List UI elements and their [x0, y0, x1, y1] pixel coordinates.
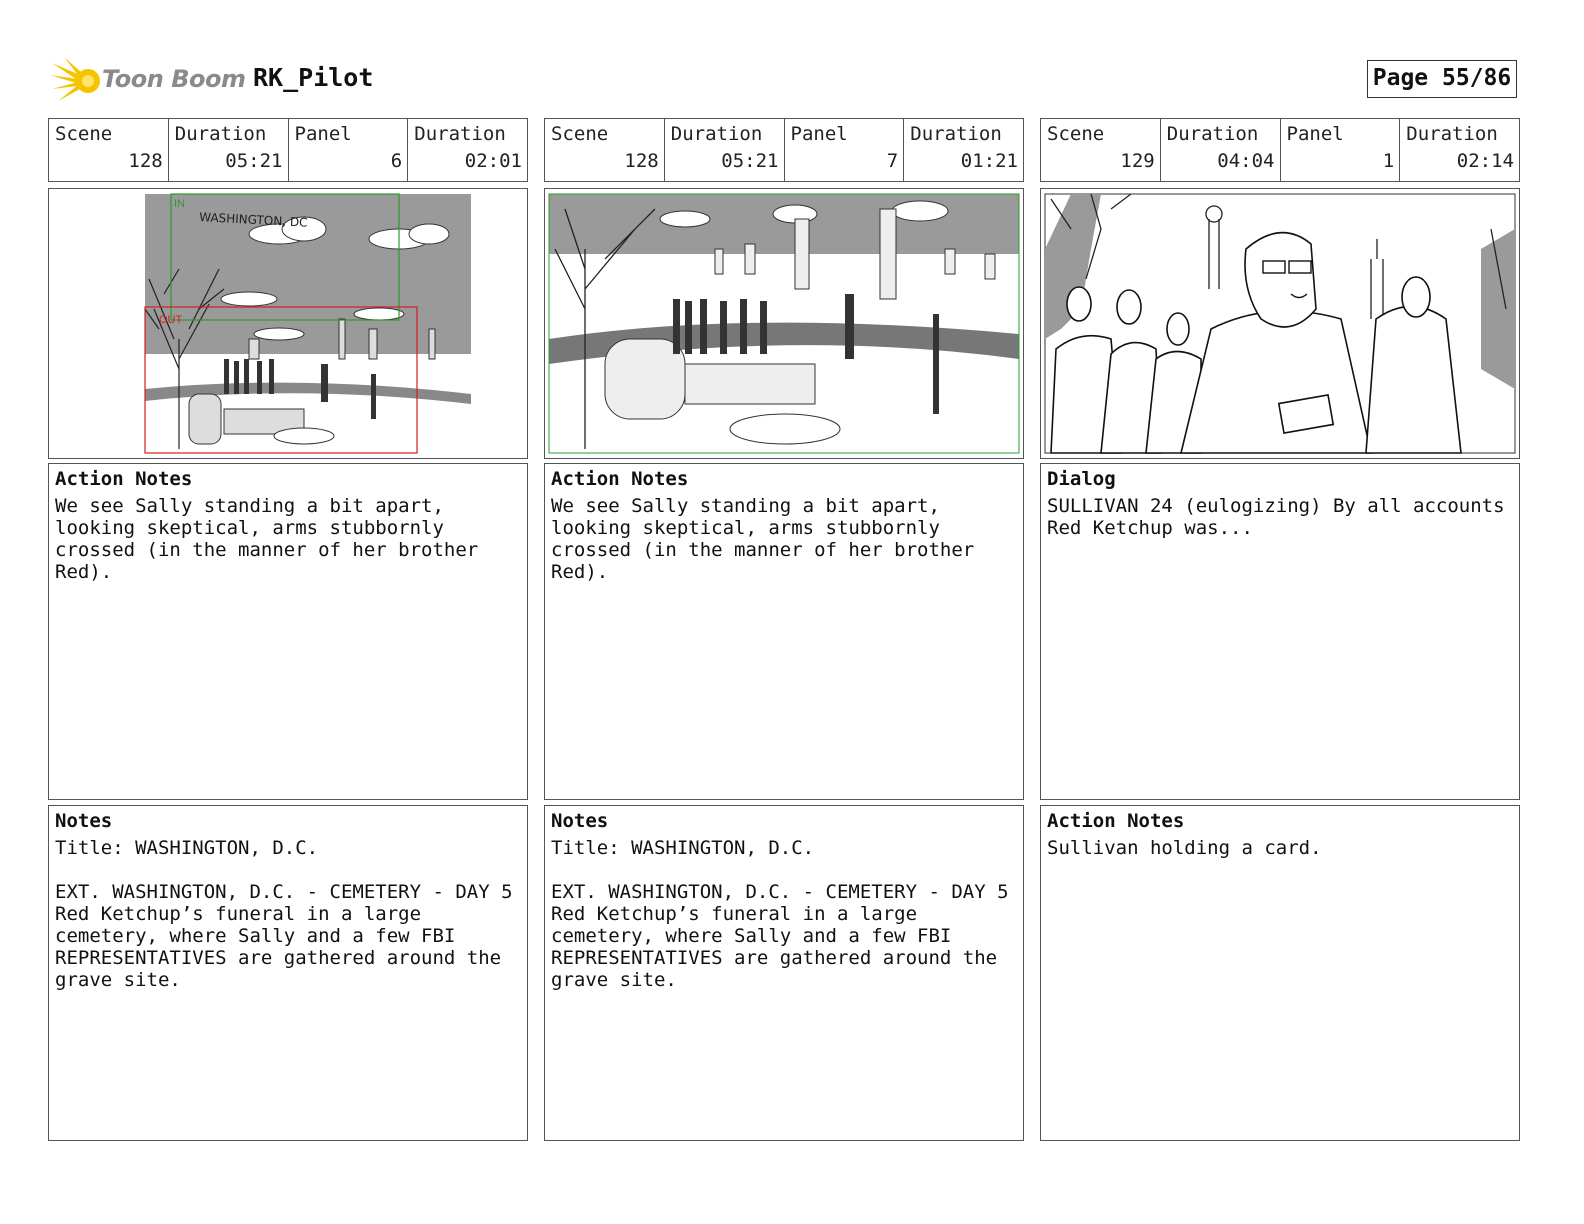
panel-image: [1040, 188, 1520, 459]
panel-number: 6: [390, 150, 403, 172]
scene-duration: 05:21: [225, 150, 283, 172]
scene-duration-label: Duration: [1166, 123, 1259, 145]
box-text: Title: WASHINGTON, D.C. EXT. WASHINGTON, D.C. - CEMETERY - DAY 5 Red Ketchup’s funeral in a large cemetery, where Sally and a few FBI REPRESENTATIVES are gathered around the grave site.: [551, 837, 1009, 991]
dialog-box: [1040, 463, 1520, 800]
out-label: OUT: [159, 314, 183, 326]
panel-duration-cell: [408, 119, 527, 181]
scene-number: 128: [624, 150, 659, 172]
panel-cell: [289, 119, 409, 181]
scene-cell: [49, 119, 169, 181]
box-text: SULLIVAN 24 (eulogizing) By all accounts Red Ketchup was...: [1047, 495, 1505, 539]
panel-label: Panel: [294, 123, 352, 145]
box-text: Title: WASHINGTON, D.C. EXT. WASHINGTON, D.C. - CEMETERY - DAY 5 Red Ketchup’s funeral in a large cemetery, where Sally and a few FBI REPRESENTATIVES are gathered around the grave site.: [55, 837, 513, 991]
panel-duration-cell: [1400, 119, 1519, 181]
box-text: Sullivan holding a card.: [1047, 837, 1322, 859]
panel-cell: [1281, 119, 1401, 181]
scene-label: Scene: [55, 123, 113, 145]
panel-duration: 01:21: [960, 150, 1018, 172]
action-notes-box: [48, 463, 528, 800]
box-title: Action Notes: [551, 468, 689, 490]
cemetery-sketch-closer: [545, 189, 1023, 458]
box-title: Notes: [55, 810, 113, 832]
toon-boom-logo: [50, 55, 250, 105]
action-notes-box: [544, 463, 1024, 800]
panel-info-table: [544, 118, 1024, 182]
toon-boom-logo-icon: [50, 55, 102, 105]
panel-number: 1: [1382, 150, 1395, 172]
panel-label: Panel: [1286, 123, 1344, 145]
panel-cell: [785, 119, 905, 181]
sullivan-eulogy-sketch: [1041, 189, 1519, 458]
location-caption: WASHINGTON, DC: [198, 210, 308, 230]
box-text: We see Sally standing a bit apart, looking skeptical, arms stubbornly crossed (in the manner of her brother Red).: [551, 495, 975, 583]
panel-duration-label: Duration: [910, 123, 1002, 145]
scene-duration: 05:21: [721, 150, 779, 172]
panel-duration: 02:14: [1456, 150, 1514, 172]
cemetery-sketch-wide: [49, 189, 527, 458]
scene-label: Scene: [1047, 123, 1105, 145]
scene-cell: [545, 119, 665, 181]
panel-number: 7: [886, 150, 899, 172]
scene-number: 128: [128, 150, 163, 172]
scene-duration-label: Duration: [670, 123, 763, 145]
notes-box: [48, 805, 528, 1141]
project-title: RK_Pilot: [253, 63, 374, 92]
panel-info-table: [1040, 118, 1520, 182]
box-text: We see Sally standing a bit apart, looking skeptical, arms stubbornly crossed (in the manner of her brother Red).: [55, 495, 479, 583]
panel-image: [544, 188, 1024, 459]
notes-box: [544, 805, 1024, 1141]
box-title: Dialog: [1047, 468, 1116, 490]
action-notes-box: [1040, 805, 1520, 1141]
panel-duration-cell: [904, 119, 1023, 181]
box-title: Action Notes: [1047, 810, 1185, 832]
panel-duration: 02:01: [464, 150, 522, 172]
logo-text: Toon Boom: [102, 65, 246, 93]
panel-duration-label: Duration: [1406, 123, 1498, 145]
page-header: [50, 55, 1540, 105]
panel-image: [48, 188, 528, 459]
box-title: Notes: [551, 810, 609, 832]
scene-duration-cell: [665, 119, 785, 181]
page-number: Page 55/86: [1367, 60, 1517, 98]
panel-info-table: [48, 118, 528, 182]
scene-duration-label: Duration: [174, 123, 267, 145]
scene-label: Scene: [551, 123, 609, 145]
panel-duration-label: Duration: [414, 123, 506, 145]
scene-duration-cell: [1161, 119, 1281, 181]
box-title: Action Notes: [55, 468, 193, 490]
scene-duration: 04:04: [1217, 150, 1275, 172]
scene-number: 129: [1120, 150, 1155, 172]
scene-duration-cell: [169, 119, 289, 181]
in-label: IN: [174, 198, 185, 210]
scene-cell: [1041, 119, 1161, 181]
panel-label: Panel: [790, 123, 848, 145]
